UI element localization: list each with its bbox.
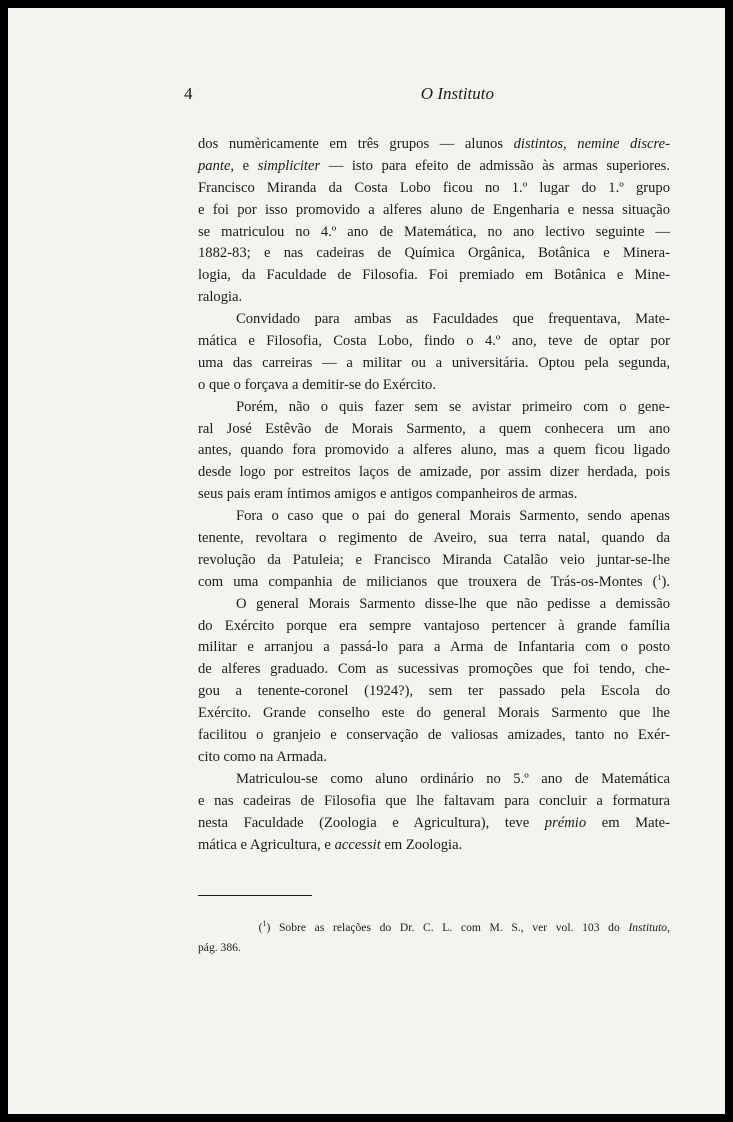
page-number: 4 [184,84,193,103]
footnote-marker: 1 [262,919,267,929]
page [8,8,725,1114]
text-line: dos numèricamente em três grupos — alunos distintos, nemine discre- [198,136,670,152]
text-line: O general Morais Sarmento disse-lhe que não pedisse a demissão [236,595,670,612]
text-line: se matriculou no 4.º ano de Matemática, no ano lectivo seguinte — [198,223,670,240]
paragraph [198,769,670,857]
text-line: gou a tenente-coronel (1924?), sem ter passado pela Escola do [198,683,670,700]
text-line: Matriculou-se como aluno ordinário no 5.º ano de Matemática [236,770,670,787]
paragraph [198,134,670,309]
footnote-rule [198,895,312,896]
footnote-line: pág. 386. [198,941,241,954]
journal-title: O Instituto [420,84,494,103]
italic-text: pante [198,157,231,174]
footnote-ref: 1 [657,572,662,582]
text-line: pante, e simpliciter — isto para efeito de admissão às armas superiores. [198,157,670,174]
text-line: facilitou o granjeio e conservação de valiosas amizades, tanto no Exér- [198,727,670,744]
text-line: logia, da Faculdade de Filosofia. Foi premiado em Botânica e Mine- [198,267,670,284]
italic-text: simpliciter [257,157,321,174]
paragraph [198,506,670,594]
running-head [184,84,494,108]
text-line: Fora o caso que o pai do general Morais Sarmento, sendo apenas [236,508,670,525]
text-line: com uma companhia de milicianos que trouxera de Trás-os-Montes ($^1$). [198,572,670,590]
text-line: do Exército porque era sempre vantajoso pertencer à grande família [198,617,670,634]
text-line: antes, quando fora promovido a alferes aluno, mas a quem ficou ligado [198,442,670,459]
italic-text: distintos, nemine discre- [513,136,670,152]
text-line: mática e Agricultura, e accessit em Zoologia. [198,836,463,853]
italic-text: accessit [334,836,381,853]
text-line: Convidado para ambas as Faculdades que frequentava, Mate- [236,311,670,328]
italic-text: prémio [544,814,587,831]
paragraph [198,397,670,506]
footnotes [198,918,670,958]
body-text [198,134,670,856]
text-line: tenente, revoltara o regimento de Aveiro, sua terra natal, quando da [198,530,670,547]
text-line: e nas cadeiras de Filosofia que lhe faltavam para concluir a formatura [198,792,670,809]
text-line: Porém, não o quis fazer sem se avistar primeiro com o gene- [236,398,670,415]
text-line: o que o forçava a demitir-se do Exército. [198,376,436,393]
text-line: mática e Filosofia, Costa Lobo, findo o 4.º ano, teve de optar por [198,333,670,350]
text-line: militar e arranjou a passá-lo para a Arma de Infantaria com o posto [198,639,670,656]
text-line: 1882-83; e nas cadeiras de Química Orgânica, Botânica e Minera- [198,245,670,262]
text-line: de alferes graduado. Com as sucessivas promoções que foi tendo, che- [198,661,670,678]
text-line: ralogia. [198,289,243,306]
text-line: desde logo por estreitos laços de amizade, por assim dizer herdada, pois [198,464,670,481]
footnote-line: ($^1$) Sobre as relações do Dr. C. L. com M. S., ver vol. 103 do Instituto, [198,919,670,934]
text-line: ral José Estêvão de Morais Sarmento, a quem conhecera um ano [198,420,670,437]
text-line: Exército. Grande conselho este do general Morais Sarmento que lhe [198,705,670,722]
text-line: cito como na Armada. [198,748,327,765]
text-line: nesta Faculdade (Zoologia e Agricultura), teve prémio em Mate- [198,814,670,831]
italic-text: Instituto [628,921,668,934]
paragraph [198,309,670,397]
paragraph [198,594,670,769]
text-line: revolução da Patuleia; e Francisco Miranda Catalão veio juntar-se-lhe [198,551,670,568]
text-line: uma das carreiras — a militar ou a universitária. Optou pela segunda, [198,354,670,371]
text-line: Francisco Miranda da Costa Lobo ficou no 1.º lugar do 1.º grupo [198,179,670,196]
text-line: e foi por isso promovido a alferes aluno de Engenharia e nessa situação [198,201,670,218]
text-line: seus pais eram íntimos amigos e antigos companheiros de armas. [198,486,578,503]
